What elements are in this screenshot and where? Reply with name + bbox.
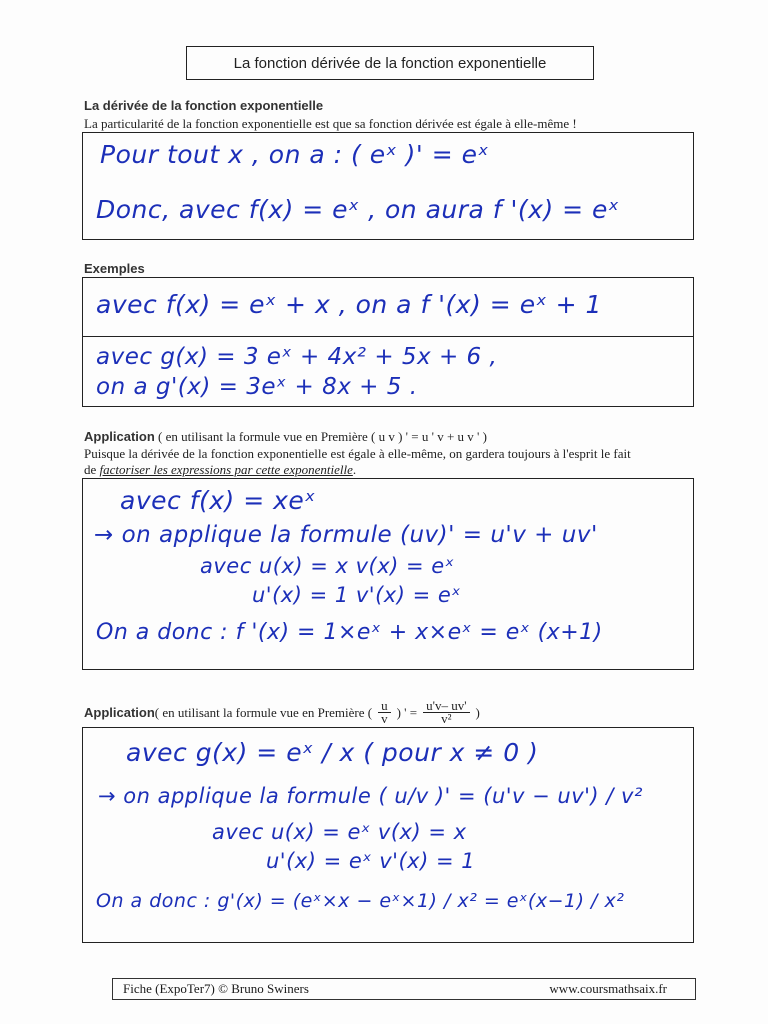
handwritten-line: avec g(x) = 3 eˣ + 4x² + 5x + 6 , [96, 344, 498, 370]
handwritten-line: avec f(x) = xeˣ [120, 486, 316, 515]
section-heading-examples: Exemples [84, 261, 145, 276]
handwritten-line: On a donc : f '(x) = 1×eˣ + x×eˣ = eˣ (x+1) [96, 620, 603, 645]
fraction-u-over-v: $\frac{u}{v}$ [378, 700, 391, 725]
application-label: Application [84, 429, 155, 444]
application-formula: ( en utilisant la formule vue en Première ( u v ) ' = u ' v + u v ' ) [154, 429, 487, 444]
handwritten-line: On a donc : g'(x) = (eˣ×x − eˣ×1) / x² = eˣ(x−1) / x² [96, 890, 625, 912]
handwritten-line: u'(x) = eˣ v'(x) = 1 [266, 849, 476, 873]
section-heading-application-1 [84, 429, 487, 445]
section-heading-application-2 [84, 700, 480, 725]
application-text [84, 462, 356, 478]
footer-credit: Fiche (ExpoTer7) © Bruno Swiners [123, 981, 309, 996]
handwritten-line: avec g(x) = eˣ / x ( pour x ≠ 0 ) [126, 738, 539, 767]
handwritten-line: avec u(x) = eˣ v(x) = x [212, 820, 467, 844]
handwritten-line: Pour tout x , on a : ( eˣ )' = eˣ [100, 140, 490, 169]
handwritten-line: u'(x) = 1 v'(x) = eˣ [252, 583, 462, 607]
application-text: Puisque la dérivée de la fonction exponentielle est égale à elle-même, on gardera toujours à l'esprit le fait [84, 446, 631, 461]
intro-text: La particularité de la fonction exponentielle est que sa fonction dérivée est égale à elle-même ! [84, 116, 577, 131]
footer [112, 978, 696, 1000]
handwritten-line: on a g'(x) = 3eˣ + 8x + 5 . [96, 374, 418, 400]
handwritten-line: Donc, avec f(x) = eˣ , on aura f '(x) = eˣ [96, 195, 620, 224]
text-suffix: . [352, 462, 357, 477]
handwritten-line: avec u(x) = x v(x) = eˣ [200, 554, 455, 578]
divider [82, 336, 694, 337]
application-formula-mid: ) ' = [396, 704, 418, 720]
application-formula-end: ) [475, 704, 480, 720]
handwritten-line: avec f(x) = eˣ + x , on a f '(x) = eˣ + 1 [96, 290, 602, 319]
text-prefix: de [84, 462, 100, 477]
application-label: Application [84, 705, 155, 720]
handwritten-line: → on applique la formule (uv)' = u'v + uv' [94, 522, 598, 548]
section-heading-derivative: La dérivée de la fonction exponentielle [84, 98, 324, 113]
page-title: La fonction dérivée de la fonction exponentielle [186, 46, 594, 80]
application-formula-prefix: ( en utilisant la formule vue en Première ( [154, 704, 373, 720]
factorise-emphasis: factoriser les expressions par cette exponentielle [99, 462, 353, 477]
footer-website: www.coursmathsaix.fr [549, 981, 667, 996]
fraction-quotient-rule: $\frac{u'v- uv'}{\text{v²}}$ [423, 700, 469, 725]
handwritten-line: → on applique la formule ( u/v )' = (u'v − uv') / v² [98, 784, 643, 808]
